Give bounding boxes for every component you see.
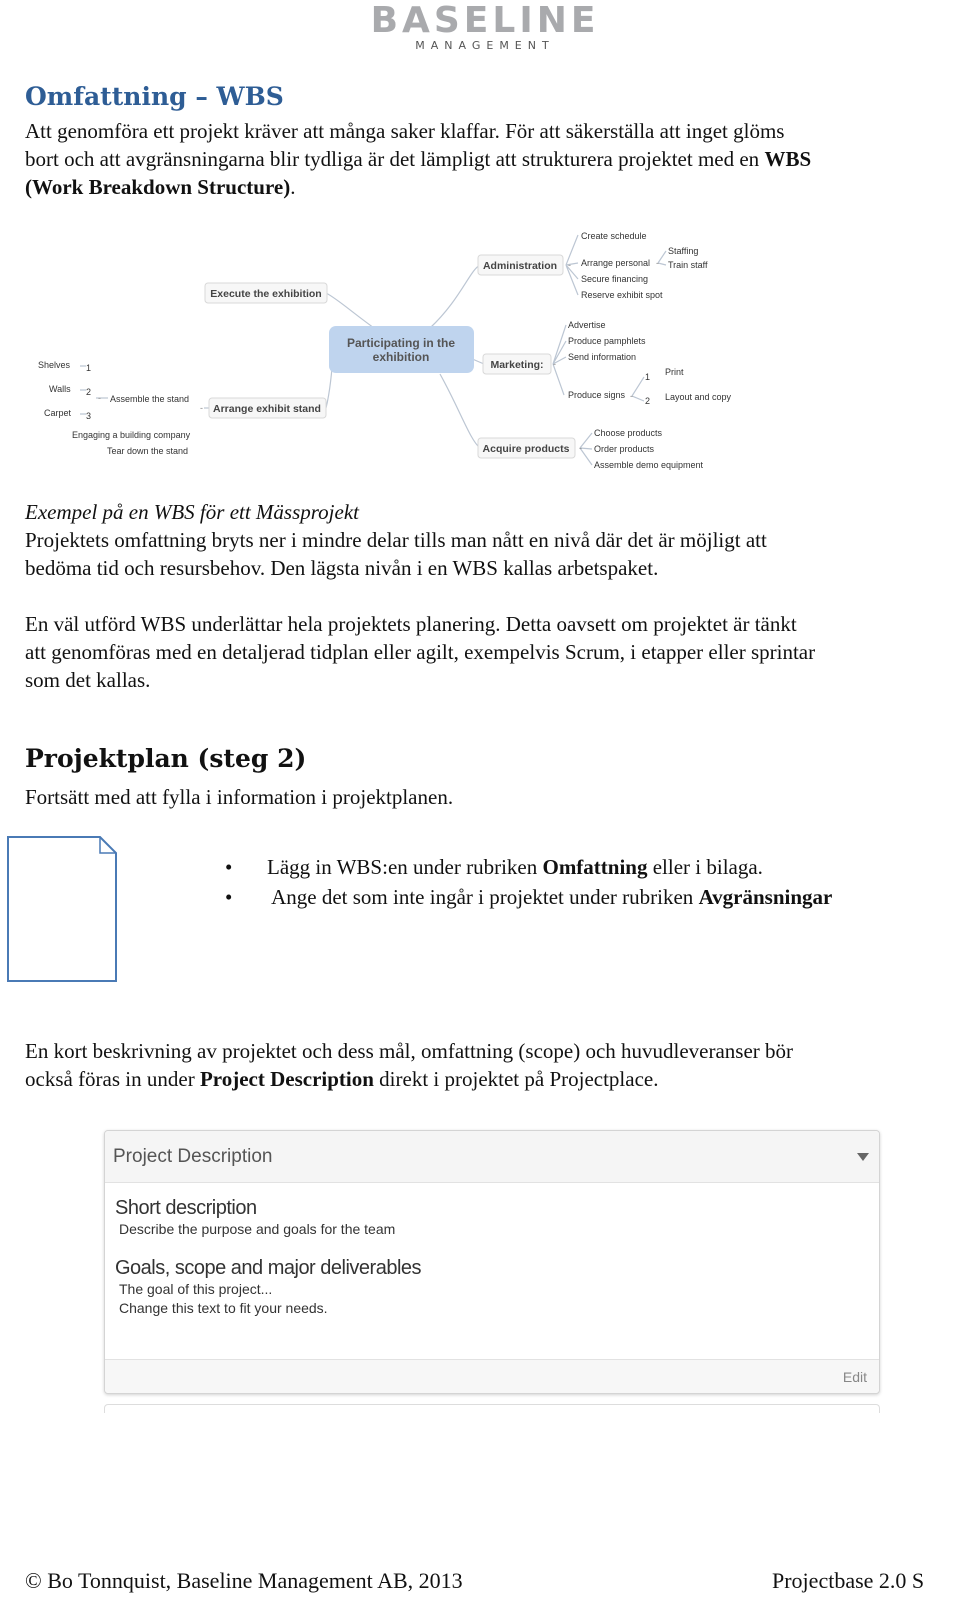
wbs-label-assemble: Assemble the stand	[110, 394, 190, 404]
description-text: också föras in under	[25, 1067, 200, 1091]
wbs-admin-item: Reserve exhibit spot	[581, 290, 663, 300]
document-icon	[6, 835, 120, 985]
wbs-admin-item: Arrange personal	[581, 258, 651, 268]
wbs-staff-item: Staffing	[668, 246, 699, 256]
wbs-label-arrange: Arrange exhibit stand	[213, 403, 321, 415]
intro-line-1: Att genomföra ett projekt kräver att många saker klaffar. För att säkerställa att inget glöms	[25, 119, 785, 143]
wbs-stand-label: Walls	[49, 384, 71, 394]
section-title-wbs: Omfattning – WBS	[25, 82, 284, 111]
projektplan-intro: Fortsätt med att fylla i information i projektplanen.	[25, 785, 454, 809]
intro-wbs-bold: WBS	[764, 147, 812, 171]
bullet-text	[267, 882, 832, 912]
wbs-stand-label: Shelves	[38, 360, 71, 370]
description-text-end: direkt i projektet på Projectplace.	[373, 1067, 659, 1091]
short-description-text: Describe the purpose and goals for the team	[119, 1221, 396, 1237]
bullet-text-pre: Lägg in WBS:en under rubriken	[267, 855, 543, 879]
logo-subtitle: MANAGEMENT	[415, 39, 555, 52]
short-description-title: Short description	[115, 1197, 257, 1219]
wbs-acquire-item: Choose products	[594, 428, 663, 438]
instruction-list	[225, 852, 832, 912]
wbs-signs-number: 2	[645, 396, 651, 406]
wbs-admin-item: Secure financing	[581, 274, 649, 284]
description-paragraph	[25, 1037, 945, 1093]
intro-wbs-full-bold: (Work Breakdown Structure)	[25, 175, 291, 199]
goals-text-2: Change this text to fit your needs.	[119, 1300, 328, 1316]
project-description-panel	[104, 1130, 880, 1394]
wbs-collapse-personal: -	[656, 258, 659, 268]
wbs-label-execute: Execute the exhibition	[210, 288, 322, 300]
section-title-projektplan: Projektplan (steg 2)	[25, 744, 307, 773]
intro-text: bort och att avgränsningarna blir tydliga är det lämpligt att strukturera projektet med en	[25, 147, 765, 171]
wbs-mindmap	[0, 220, 960, 480]
wbs-label-marketing: Marketing:	[490, 359, 544, 371]
list-item	[225, 882, 832, 912]
project-description-body	[105, 1183, 879, 1326]
footer-copyright: © Bo Tonnquist, Baseline Management AB, 2013	[25, 1568, 463, 1593]
bullet-text-bold: Omfattning	[542, 855, 648, 879]
intro-line-3	[25, 173, 945, 201]
wbs-acquire-item: Order products	[594, 444, 655, 454]
project-description-footer	[105, 1359, 879, 1393]
wbs-collapse-arrange: -	[200, 403, 203, 413]
wbs-collapse-acquire: -	[579, 443, 582, 453]
project-description-title: Project Description	[113, 1145, 273, 1167]
wbs-label-engaging: Engaging a building company	[72, 430, 191, 440]
description-bold: Project Description	[199, 1067, 374, 1091]
planning-line-2: att genomföras med en detaljerad tidplan eller agilt, exempelvis Scrum, i etapper eller sprintar	[25, 640, 816, 664]
wbs-stand-number: 1	[86, 363, 92, 373]
scope-paragraph	[25, 526, 945, 582]
footer-product: Projectbase 2.0 S	[772, 1568, 925, 1593]
wbs-collapse-admin: -	[568, 260, 571, 270]
baseline-logo	[360, 2, 610, 52]
wbs-caption: Exempel på en WBS för ett Mässprojekt	[25, 500, 359, 524]
edit-button[interactable]: Edit	[842, 1368, 867, 1385]
list-item	[225, 852, 832, 882]
bullet-text	[267, 852, 763, 882]
wbs-acquire-item: Assemble demo equipment	[594, 460, 704, 470]
wbs-marketing-item: Produce signs	[568, 390, 626, 400]
chevron-down-icon[interactable]	[857, 1153, 869, 1161]
wbs-stand-number: 2	[86, 387, 92, 397]
wbs-signs-number: 1	[645, 372, 651, 382]
next-panel-edge	[104, 1404, 880, 1413]
logo-brand: BASELINE	[370, 0, 600, 41]
bullet-icon: •	[225, 855, 233, 879]
planning-line-3: som det kallas.	[25, 668, 151, 692]
wbs-stand-label: Carpet	[44, 408, 72, 418]
wbs-signs-item: Layout and copy	[665, 392, 732, 402]
wbs-label-teardown: Tear down the stand	[107, 446, 189, 456]
description-line-1: En kort beskrivning av projektet och dess mål, omfattning (scope) och huvudleveranser bör	[25, 1039, 794, 1063]
description-line-2	[25, 1065, 945, 1093]
bullet-text-pre: Ange det som inte ingår i projektet under rubriken	[267, 885, 699, 909]
goals-text-1: The goal of this project...	[119, 1281, 273, 1297]
wbs-marketing-item: Advertise	[568, 320, 606, 330]
bullet-icon: •	[225, 885, 233, 909]
wbs-center-label-1: Participating in the	[346, 336, 456, 350]
wbs-staff-item: Train staff	[668, 260, 708, 270]
intro-paragraph	[25, 117, 945, 201]
goals-title: Goals, scope and major deliverables	[115, 1257, 422, 1279]
bullet-text-bold: Avgränsningar	[698, 885, 833, 909]
wbs-collapse-marketing: -	[553, 359, 556, 369]
intro-period: .	[290, 175, 296, 199]
wbs-label-acquire: Acquire products	[482, 443, 570, 455]
wbs-center-label-2: exhibition	[372, 350, 430, 364]
planning-paragraph	[25, 610, 945, 694]
wbs-collapse-signs: -	[630, 391, 633, 401]
planning-line-1: En väl utförd WBS underlättar hela projektets planering. Detta oavsett om projektet är tänkt	[25, 612, 797, 636]
scope-line-1: Projektets omfattning bryts ner i mindre delar tills man nått en nivå där det är möjligt att	[25, 528, 767, 552]
wbs-signs-item: Print	[665, 367, 684, 377]
bullet-text-post: eller i bilaga.	[647, 855, 763, 879]
scope-line-2: bedöma tid och resursbehov. Den lägsta nivån i en WBS kallas arbetspaket.	[25, 556, 659, 580]
wbs-marketing-item: Send information	[568, 352, 637, 362]
wbs-stand-number: 3	[86, 411, 92, 421]
wbs-admin-item: Create schedule	[581, 231, 647, 241]
wbs-marketing-item: Produce pamphlets	[568, 336, 646, 346]
wbs-label-administration: Administration	[482, 260, 558, 272]
intro-line-2	[25, 145, 945, 173]
project-description-header[interactable]	[105, 1131, 879, 1183]
wbs-collapse-assemble: -	[98, 393, 101, 403]
